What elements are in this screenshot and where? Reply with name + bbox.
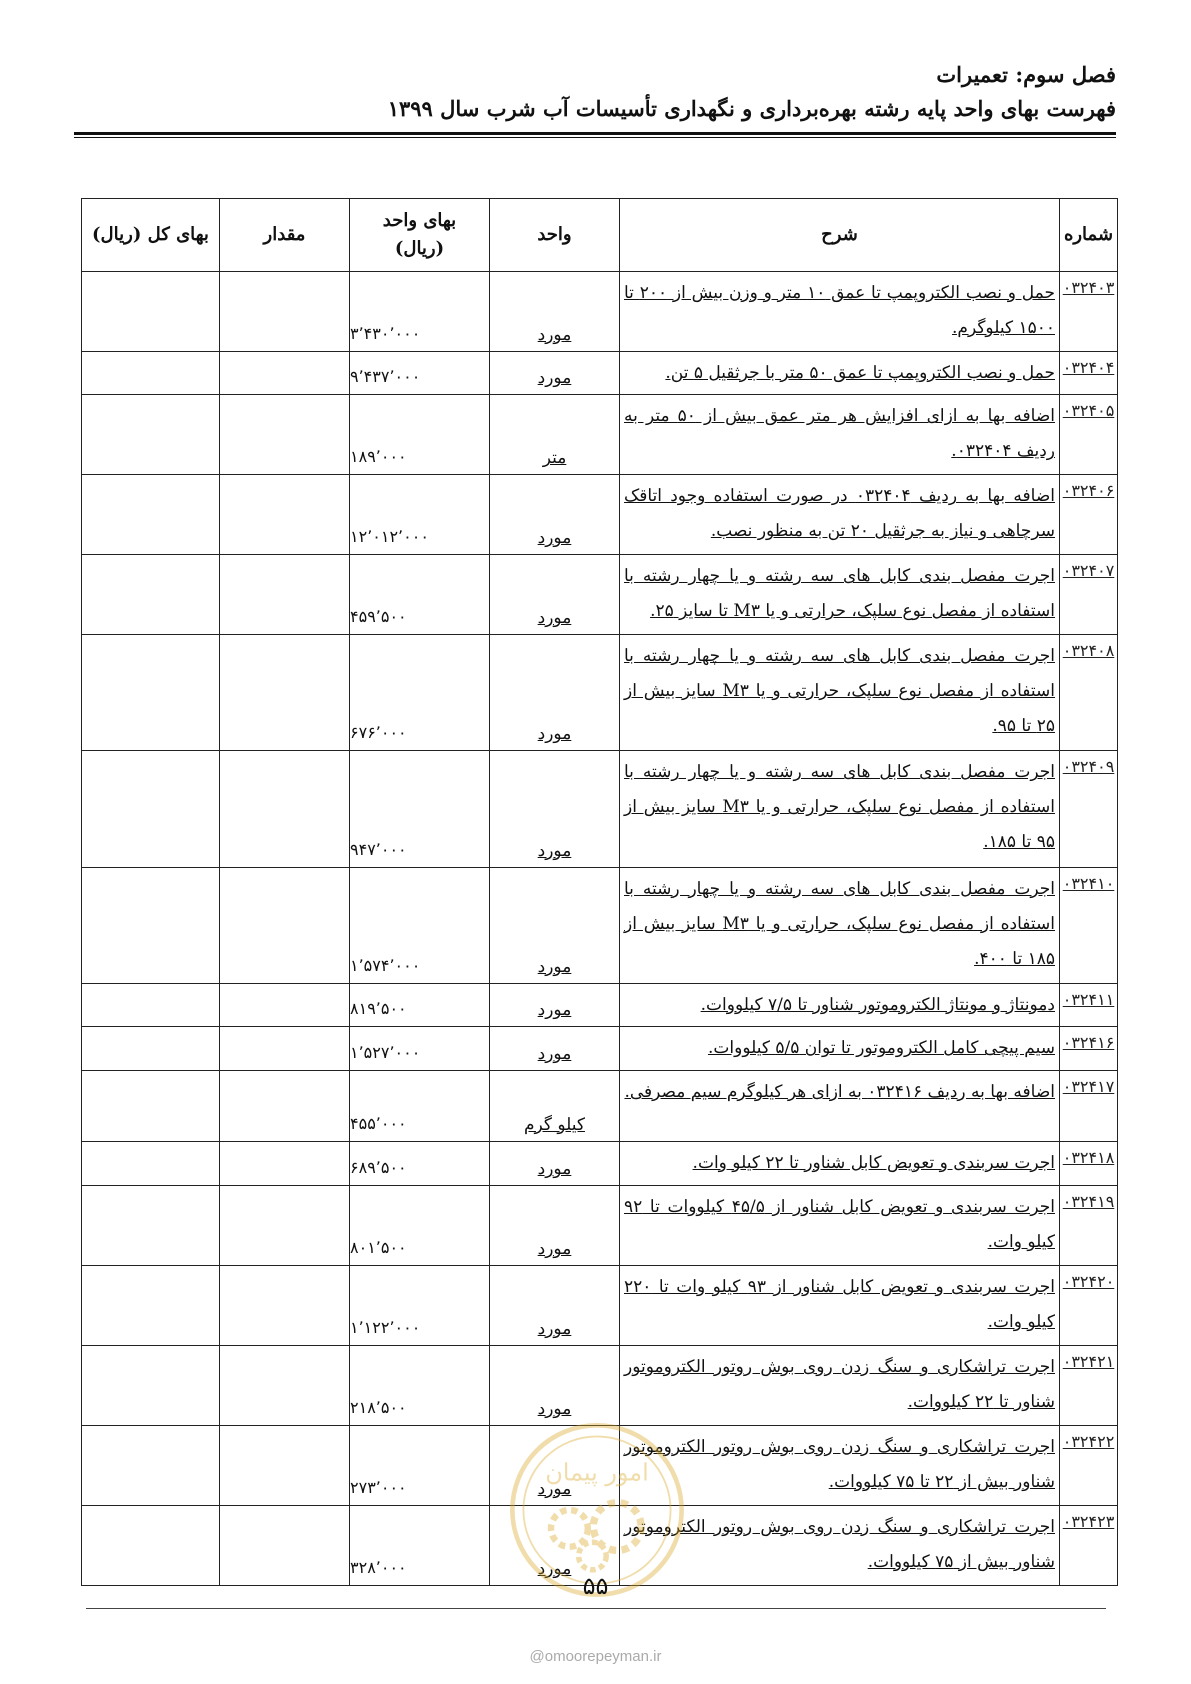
- row-description-cell: [620, 272, 1060, 352]
- row-code: ۰۳۲۴۰۴: [1062, 357, 1115, 377]
- header-unit-price: [350, 199, 490, 272]
- row-code-cell: [1060, 1027, 1118, 1071]
- row-description: اجرت مفصل بندی کابل های سه رشته و یا چهار رشته با استفاده از مفصل نوع سلپک، حرارتی و یا M۳ سایز بیش از ۲۵ تا ۹۵.: [624, 646, 1055, 737]
- table-row: [82, 1027, 1118, 1071]
- row-unit-cell: [490, 1346, 620, 1426]
- row-unit-price: ۸۰۱٬۵۰۰: [350, 1238, 407, 1258]
- row-description: حمل و نصب الکتروپمپ تا عمق ۱۰ متر و وزن بیش از ۲۰۰ تا ۱۵۰۰ کیلوگرم.: [624, 283, 1055, 338]
- row-code-cell: [1060, 395, 1118, 475]
- row-description-cell: [620, 867, 1060, 983]
- table-row: [82, 1425, 1118, 1505]
- row-unit-cell: [490, 475, 620, 555]
- row-unit: مورد: [537, 608, 572, 629]
- row-unit-cell: [490, 635, 620, 751]
- table-row: [82, 751, 1118, 867]
- table-row: [82, 1266, 1118, 1346]
- row-unit-price-cell: [350, 983, 490, 1027]
- row-description: اجرت تراشکاری و سنگ زدن روی بوش روتور الکتروموتور شناور بیش از ۲۲ تا ۷۵ کیلووات.: [624, 1436, 1055, 1492]
- row-unit-price: ۱۸۹٬۰۰۰: [350, 447, 407, 467]
- row-code: ۰۳۲۴۱۹: [1062, 1192, 1115, 1212]
- row-unit-cell: [490, 983, 620, 1027]
- table-row: [82, 983, 1118, 1027]
- row-description: اجرت تراشکاری و سنگ زدن روی بوش روتور الکتروموتور شناور تا ۲۲ کیلووات.: [624, 1357, 1055, 1413]
- row-description: دمونتاژ و مونتاژ الکتروموتور شناور تا ۷/۵ کیلووات.: [700, 994, 1055, 1015]
- table-body: [82, 272, 1118, 1586]
- row-unit-price: ۲۷۳٬۰۰۰: [350, 1477, 407, 1497]
- footer-rule: [86, 1608, 1106, 1609]
- row-description-cell: [620, 1186, 1060, 1266]
- row-quantity-cell: [220, 1346, 350, 1426]
- row-description: اجرت سربندی و تعویض کابل شناور از ۴۵/۵ کیلووات تا ۹۲ کیلو وات.: [624, 1197, 1055, 1253]
- row-quantity-cell: [220, 1027, 350, 1071]
- table-header-row: [82, 199, 1118, 272]
- row-total-cell: [82, 555, 220, 635]
- row-total-cell: [82, 1425, 220, 1505]
- row-description-cell: [620, 983, 1060, 1027]
- row-code-cell: [1060, 751, 1118, 867]
- row-unit: مورد: [537, 1319, 572, 1340]
- row-unit-cell: [490, 555, 620, 635]
- row-description-cell: [620, 1027, 1060, 1071]
- row-description-cell: [620, 555, 1060, 635]
- row-unit-price: ۳۲۸٬۰۰۰: [350, 1558, 407, 1577]
- row-description: اضافه بها به ازای افزایش هر متر عمق بیش از ۵۰ متر به ردیف ۰۳۲۴۰۴.: [624, 406, 1055, 462]
- row-description-cell: [620, 635, 1060, 751]
- row-unit-price: ۳٬۴۳۰٬۰۰۰: [350, 323, 421, 343]
- row-unit: مورد: [537, 956, 572, 977]
- row-code-cell: [1060, 1266, 1118, 1346]
- row-code-cell: [1060, 272, 1118, 352]
- row-unit: مورد: [537, 1239, 572, 1260]
- row-unit-price-cell: [350, 1027, 490, 1071]
- row-description: اجرت مفصل بندی کابل های سه رشته و یا چهار رشته با استفاده از مفصل نوع سلپک، حرارتی و یا M۳ سایز بیش از ۹۵ تا ۱۸۵.: [624, 762, 1055, 853]
- row-unit: کیلو گرم: [523, 1114, 586, 1135]
- row-unit-price-cell: [350, 272, 490, 352]
- row-description: سیم پیچی کامل الکتروموتور تا توان ۵/۵ کیلووات.: [707, 1038, 1055, 1059]
- row-description-cell: [620, 751, 1060, 867]
- row-unit-price: ۴۵۵٬۰۰۰: [350, 1113, 407, 1133]
- row-code-cell: [1060, 983, 1118, 1027]
- row-description-cell: [620, 351, 1060, 395]
- row-code-cell: [1060, 1346, 1118, 1426]
- table-row: [82, 475, 1118, 555]
- row-unit-cell: [490, 351, 620, 395]
- watermark-text: امور پیمان: [545, 1458, 649, 1487]
- row-quantity-cell: [220, 395, 350, 475]
- row-unit-price-cell: [350, 1186, 490, 1266]
- header-rule-thick: [74, 132, 1116, 135]
- row-code-cell: [1060, 555, 1118, 635]
- row-total-cell: [82, 475, 220, 555]
- row-unit-cell: [490, 1071, 620, 1142]
- table-row: [82, 867, 1118, 983]
- row-unit-cell: [490, 1186, 620, 1266]
- row-total-cell: [82, 1346, 220, 1426]
- row-unit-price: ۶۷۶٬۰۰۰: [350, 723, 407, 743]
- row-code: ۰۳۲۴۲۳: [1062, 1511, 1115, 1531]
- row-code: ۰۳۲۴۲۱: [1062, 1352, 1115, 1372]
- row-total-cell: [82, 635, 220, 751]
- price-list-table: [81, 198, 1118, 1586]
- row-code: ۰۳۲۴۱۷: [1062, 1077, 1115, 1097]
- row-unit: مورد: [537, 840, 572, 861]
- row-unit-cell: [490, 272, 620, 352]
- row-code: ۰۳۲۴۰۵: [1062, 401, 1115, 421]
- row-total-cell: [82, 1186, 220, 1266]
- row-description: اجرت مفصل بندی کابل های سه رشته و یا چهار رشته با استفاده از مفصل نوع سلپک، حرارتی و یا M۳ تا سایز ۲۵.: [624, 566, 1055, 622]
- row-description-cell: [620, 1266, 1060, 1346]
- row-code-cell: [1060, 1071, 1118, 1142]
- row-total-cell: [82, 751, 220, 867]
- header-code: شماره: [1060, 199, 1118, 272]
- document-title: فهرست بهای واحد پایه رشته بهره‌برداری و نگهداری تأسیسات آب شرب سال ۱۳۹۹: [387, 96, 1116, 121]
- row-unit-price-cell: [350, 635, 490, 751]
- row-unit-price-cell: [350, 395, 490, 475]
- row-unit-price-cell: [350, 555, 490, 635]
- row-quantity-cell: [220, 475, 350, 555]
- row-unit: متر: [542, 448, 567, 469]
- row-total-cell: [82, 1266, 220, 1346]
- row-description-cell: [620, 475, 1060, 555]
- row-description-cell: [620, 1141, 1060, 1186]
- row-code: ۰۳۲۴۱۶: [1062, 1033, 1115, 1053]
- row-unit-price: ۸۱۹٬۵۰۰: [350, 999, 407, 1019]
- row-unit-price-cell: [350, 751, 490, 867]
- row-unit-price: ۹۴۷٬۰۰۰: [350, 839, 407, 859]
- row-unit-cell: [490, 395, 620, 475]
- row-code-cell: [1060, 867, 1118, 983]
- table-row: [82, 272, 1118, 352]
- table-row: [82, 1141, 1118, 1186]
- row-unit: مورد: [537, 1559, 572, 1579]
- table-row: [82, 351, 1118, 395]
- row-unit-cell: [490, 1141, 620, 1186]
- row-unit-price-cell: [350, 867, 490, 983]
- row-unit-price-cell: [350, 1071, 490, 1142]
- row-unit: مورد: [537, 724, 572, 745]
- row-unit-price: ۶۸۹٬۵۰۰: [350, 1158, 407, 1178]
- row-description: اجرت تراشکاری و سنگ زدن روی بوش روتور الکتروموتور شناور بیش از ۷۵ کیلووات.: [624, 1516, 1055, 1572]
- row-unit-price: ۲۱۸٬۵۰۰: [350, 1397, 407, 1417]
- page-header: [76, 58, 1116, 126]
- row-code-cell: [1060, 475, 1118, 555]
- row-description: اجرت مفصل بندی کابل های سه رشته و یا چهار رشته با استفاده از مفصل نوع سلپک، حرارتی و یا M۳ سایز بیش از ۱۸۵ تا ۴۰۰.: [624, 878, 1055, 969]
- row-description-cell: [620, 1346, 1060, 1426]
- row-unit-price: ۱٬۵۷۴٬۰۰۰: [350, 955, 421, 975]
- row-quantity-cell: [220, 1425, 350, 1505]
- row-unit-price: ۱٬۵۲۷٬۰۰۰: [350, 1043, 421, 1063]
- row-description: حمل و نصب الکتروپمپ تا عمق ۵۰ متر با جرثقیل ۵ تن.: [665, 362, 1055, 383]
- header-rule-thin: [74, 137, 1116, 138]
- row-code: ۰۳۲۴۲۰: [1062, 1272, 1115, 1292]
- row-description: اضافه بها به ردیف ۰۳۲۴۱۶ به ازای هر کیلوگرم سیم مصرفی.: [624, 1082, 1055, 1103]
- row-description: اجرت سربندی و تعویض کابل شناور از ۹۳ کیلو وات تا ۲۲۰ کیلو وات.: [624, 1277, 1055, 1333]
- row-total-cell: [82, 1071, 220, 1142]
- row-quantity-cell: [220, 555, 350, 635]
- row-unit-cell: [490, 1266, 620, 1346]
- row-unit: مورد: [537, 324, 572, 345]
- row-unit-price: ۱۲٬۰۱۲٬۰۰۰: [350, 527, 429, 547]
- row-unit-price-cell: [350, 1141, 490, 1186]
- row-quantity-cell: [220, 1266, 350, 1346]
- header-description: شرح: [620, 199, 1060, 272]
- row-unit-price-cell: [350, 475, 490, 555]
- row-unit-price-cell: [350, 351, 490, 395]
- row-quantity-cell: [220, 1141, 350, 1186]
- row-unit-price: ۱٬۱۲۲٬۰۰۰: [350, 1318, 421, 1338]
- row-code: ۰۳۲۴۰۶: [1062, 481, 1115, 501]
- table-row: [82, 555, 1118, 635]
- row-code: ۰۳۲۴۱۱: [1062, 989, 1115, 1009]
- page-number: ۵۵: [582, 1572, 609, 1600]
- row-unit-price: ۴۵۹٬۵۰۰: [350, 607, 407, 627]
- row-description-cell: [620, 1071, 1060, 1142]
- row-code-cell: [1060, 1186, 1118, 1266]
- row-total-cell: [82, 1027, 220, 1071]
- row-unit-price-cell: [350, 1266, 490, 1346]
- row-unit-price-cell: [350, 1425, 490, 1505]
- row-unit-price: ۹٬۴۳۷٬۰۰۰: [350, 367, 421, 387]
- chapter-title: فصل سوم: تعمیرات: [936, 62, 1116, 87]
- row-total-cell: [82, 867, 220, 983]
- header-total: بهای کل (ریال): [82, 199, 220, 272]
- row-quantity-cell: [220, 751, 350, 867]
- row-unit-cell: [490, 1027, 620, 1071]
- row-unit: مورد: [537, 1000, 572, 1021]
- row-quantity-cell: [220, 1186, 350, 1266]
- header-unit-price-title: بهای واحد: [382, 210, 457, 231]
- row-code: ۰۳۲۴۰۸: [1062, 641, 1115, 661]
- row-unit: مورد: [537, 368, 572, 389]
- row-code-cell: [1060, 1425, 1118, 1505]
- row-total-cell: [82, 272, 220, 352]
- row-code: ۰۳۲۴۰۳: [1062, 278, 1115, 297]
- row-quantity-cell: [220, 351, 350, 395]
- row-description: اضافه بها به ردیف ۰۳۲۴۰۴ در صورت استفاده وجود اتاقک سرچاهی و نیاز به جرثقیل ۲۰ تن به منظور نصب.: [624, 486, 1055, 542]
- row-unit-cell: [490, 867, 620, 983]
- website-watermark: @omoorepeyman.ir: [529, 1648, 662, 1665]
- row-unit: مورد: [537, 1478, 572, 1499]
- row-code: ۰۳۲۴۱۸: [1062, 1147, 1115, 1167]
- row-unit: مورد: [537, 1044, 572, 1065]
- row-code-cell: [1060, 635, 1118, 751]
- row-code: ۰۳۲۴۲۲: [1062, 1431, 1115, 1451]
- row-code: ۰۳۲۴۱۰: [1062, 873, 1115, 893]
- row-total-cell: [82, 983, 220, 1027]
- row-unit-cell: [490, 1425, 620, 1505]
- row-description-cell: [620, 1425, 1060, 1505]
- row-unit-price-cell: [350, 1346, 490, 1426]
- row-description-cell: [620, 395, 1060, 475]
- header-quantity: مقدار: [220, 199, 350, 272]
- row-quantity-cell: [220, 867, 350, 983]
- row-quantity-cell: [220, 1071, 350, 1142]
- table-row: [82, 1071, 1118, 1142]
- row-total-cell: [82, 395, 220, 475]
- row-code: ۰۳۲۴۰۹: [1062, 757, 1115, 777]
- table-row: [82, 635, 1118, 751]
- row-code-cell: [1060, 1141, 1118, 1186]
- row-code: ۰۳۲۴۰۷: [1062, 561, 1115, 581]
- row-unit: مورد: [537, 528, 572, 549]
- table-row: [82, 395, 1118, 475]
- row-quantity-cell: [220, 983, 350, 1027]
- row-total-cell: [82, 351, 220, 395]
- row-unit: مورد: [537, 1159, 572, 1180]
- row-quantity-cell: [220, 635, 350, 751]
- row-unit: مورد: [537, 1398, 572, 1419]
- header-unit: واحد: [490, 199, 620, 272]
- table-row: [82, 1346, 1118, 1426]
- table-row: [82, 1186, 1118, 1266]
- row-code-cell: [1060, 351, 1118, 395]
- row-description: اجرت سربندی و تعویض کابل شناور تا ۲۲ کیلو وات.: [692, 1152, 1055, 1173]
- row-total-cell: [82, 1141, 220, 1186]
- row-unit-cell: [490, 751, 620, 867]
- header-unit-price-currency: (ریال): [394, 238, 445, 259]
- row-quantity-cell: [220, 272, 350, 352]
